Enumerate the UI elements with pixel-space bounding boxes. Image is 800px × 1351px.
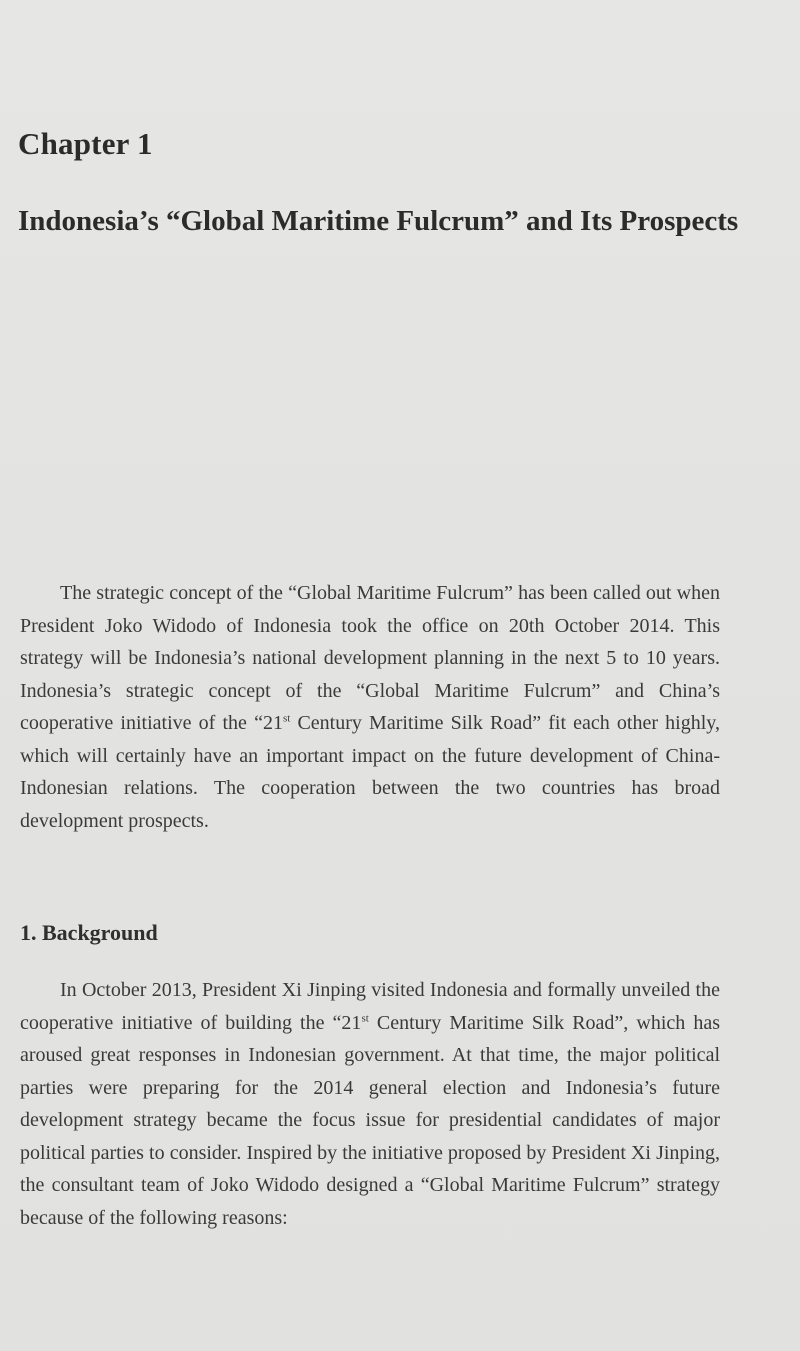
intro-paragraph-superscript: st	[282, 712, 291, 725]
background-paragraph	[20, 974, 720, 1234]
background-paragraph-superscript: st	[361, 1011, 369, 1024]
intro-paragraph-text-2: Century Maritime Silk Road” fit each other highly, which will certainly have an important impact on the future development of China-Indonesian relations. The cooperation between the two countries has broad development prospects.	[20, 712, 720, 832]
background-paragraph-text-1: In October 2013, President Xi Jinping visited Indonesia and formally unveiled the cooperative initiative of building the “21	[20, 979, 720, 1034]
intro-paragraph	[20, 577, 720, 837]
chapter-title: Indonesia’s “Global Maritime Fulcrum” and Its Prospects	[18, 205, 739, 237]
intro-paragraph-text-1: The strategic concept of the “Global Maritime Fulcrum” has been called out when President Joko Widodo of Indonesia took the office on 20th October 2014. This strategy will be Indonesia’s national development planning in the next 5 to 10 years. Indonesia’s strategic concept of the “Global Maritime Fulcrum” and China’s cooperative initiative of the “21	[20, 582, 720, 734]
section-heading: 1. Background	[20, 920, 158, 945]
background-paragraph-text-2: Century Maritime Silk Road”, which has aroused great responses in Indonesian government. At that time, the major political parties were preparing for the 2014 general election and Indonesia’s future development strategy became the focus issue for presidential candidates of major political parties to consider. Inspired by the initiative proposed by President Xi Jinping, the consultant team of Joko Widodo designed a “Global Maritime Fulcrum” strategy because of the following reasons:	[20, 1011, 721, 1229]
chapter-label: Chapter 1	[18, 126, 153, 161]
